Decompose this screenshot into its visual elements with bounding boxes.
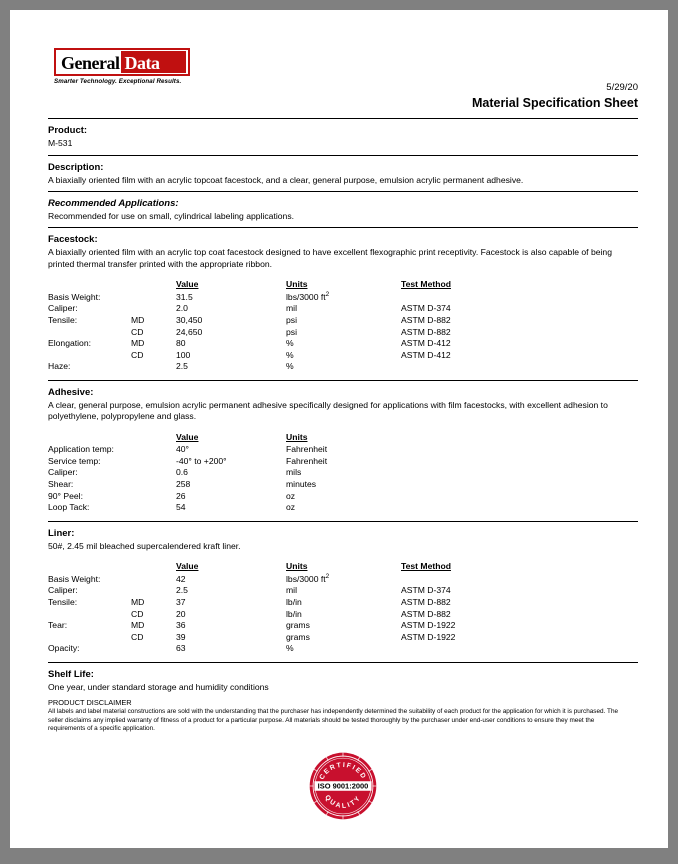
cell-value: 80 xyxy=(176,338,186,349)
logo-tagline: Smarter Technology. Exceptional Results. xyxy=(54,78,182,85)
col-test-method: Test Method xyxy=(401,279,451,290)
cell-test-method: ASTM D-882 xyxy=(401,326,451,337)
table-header-row xyxy=(48,432,401,445)
cell-test-method xyxy=(401,643,455,655)
adhesive-table xyxy=(48,432,401,514)
cell-direction: CD xyxy=(131,326,144,337)
col-property xyxy=(48,561,131,574)
cell-value: 39 xyxy=(176,631,186,642)
liner-table xyxy=(48,561,455,655)
table-header-row xyxy=(48,279,451,292)
cell-direction: MD xyxy=(131,620,145,631)
cell-units: lb/in xyxy=(286,597,302,608)
cell-test-method xyxy=(401,361,451,373)
cell-units: % xyxy=(286,643,294,654)
col-direction xyxy=(131,279,176,292)
col-direction xyxy=(131,561,176,574)
cell-units: lbs/3000 $ft^2$ xyxy=(286,290,330,302)
cell-property: Haze: xyxy=(48,361,71,372)
table-row xyxy=(48,609,455,621)
cell-units: psi xyxy=(286,326,297,337)
cell-value: -40° to +200° xyxy=(176,455,227,466)
cell-test-method: ASTM D-374 xyxy=(401,303,451,314)
cell-units: Fahrenheit xyxy=(286,444,328,455)
cell-test-method: ASTM D-882 xyxy=(401,597,451,608)
cell-test-method: ASTM D-412 xyxy=(401,338,451,349)
cell-direction: MD xyxy=(131,314,145,325)
table-row xyxy=(48,327,451,339)
table-header-row xyxy=(48,561,455,574)
facestock-table-body xyxy=(48,292,451,373)
cell-value: 2.5 xyxy=(176,585,188,596)
cell-property: Elongation: xyxy=(48,338,92,349)
cell-value: 2.5 xyxy=(176,361,188,372)
facestock-text: A biaxially oriented film with an acrylic top coat facestock designed to have excellent flexographic print receptivity. Facestock is also capable of being printed thermal transfer printed with the appropriate ribbon. xyxy=(48,247,612,269)
cell-direction xyxy=(131,467,176,479)
table-row xyxy=(48,456,401,468)
page-title: Material Specification Sheet xyxy=(471,96,638,110)
cell-direction xyxy=(131,361,176,373)
adhesive-label: Adhesive: xyxy=(48,386,94,398)
seal-container xyxy=(48,738,638,826)
recommended-applications-section xyxy=(48,192,638,227)
col-units: Units xyxy=(286,431,308,442)
disclaimer-title: PRODUCT DISCLAIMER xyxy=(48,698,132,708)
cell-property: Loop Tack: xyxy=(48,502,90,513)
logo-box xyxy=(54,48,190,76)
table-row xyxy=(48,643,455,655)
recommended-applications-label: Recommended Applications: xyxy=(48,197,179,209)
table-row xyxy=(48,597,455,609)
table-row xyxy=(48,632,455,644)
cell-property: Caliper: xyxy=(48,585,78,596)
adhesive-text: A clear, general purpose, emulsion acrylic permanent adhesive specifically designed for applications with film facestocks, with excellent adhesion to polyethylene, polypropylene and glass. xyxy=(48,399,608,422)
logo-text-general: General xyxy=(58,51,121,73)
shelf-life-section xyxy=(48,663,638,738)
cell-direction xyxy=(131,585,176,597)
cell-property: Tensile: xyxy=(48,314,78,325)
cell-units: oz xyxy=(286,502,296,513)
cell-property: Tensile: xyxy=(48,597,78,608)
cell-direction: CD xyxy=(131,631,144,642)
cell-property: Tear: xyxy=(48,620,68,631)
document-date: 5/29/20 xyxy=(606,82,638,93)
liner-section xyxy=(48,522,638,662)
cell-property: Application temp: xyxy=(48,444,114,455)
table-row xyxy=(48,620,455,632)
cell-value: 258 xyxy=(176,479,191,490)
table-row xyxy=(48,350,451,362)
cell-units: mil xyxy=(286,585,297,596)
adhesive-table-body xyxy=(48,444,401,514)
table-row xyxy=(48,303,451,315)
cell-test-method: ASTM D-412 xyxy=(401,349,451,360)
cell-direction xyxy=(131,292,176,304)
cell-property xyxy=(48,350,131,362)
cell-units: mils xyxy=(286,467,302,478)
cell-direction xyxy=(131,502,176,514)
cell-test-method xyxy=(401,292,451,304)
cell-direction: MD xyxy=(131,338,145,349)
cell-test-method: ASTM D-374 xyxy=(401,585,451,596)
cell-value: 54 xyxy=(176,502,186,513)
cell-direction xyxy=(131,643,176,655)
table-row xyxy=(48,585,455,597)
cell-property: Basis Weight: xyxy=(48,291,101,302)
cell-value: 31.5 xyxy=(176,291,193,302)
col-value: Value xyxy=(176,279,199,290)
cell-test-method: ASTM D-882 xyxy=(401,314,451,325)
col-value: Value xyxy=(176,561,199,572)
seal-bottom-text: QUALITY xyxy=(323,794,363,811)
iso-seal-icon xyxy=(309,752,377,820)
description-label: Description: xyxy=(48,161,104,173)
spec-sheet xyxy=(48,38,638,818)
cell-units: % xyxy=(286,338,294,349)
cell-value: 30,450 xyxy=(176,314,203,325)
table-row xyxy=(48,338,451,350)
cell-property xyxy=(48,609,131,621)
cell-direction: CD xyxy=(131,608,144,619)
table-row xyxy=(48,292,451,304)
cell-units: Fahrenheit xyxy=(286,455,328,466)
document-header xyxy=(48,38,638,96)
cell-units: mil xyxy=(286,303,297,314)
col-direction xyxy=(131,432,176,445)
product-value: M-531 xyxy=(48,138,73,148)
cell-property: Basis Weight: xyxy=(48,573,101,584)
cell-value: 0.6 xyxy=(176,467,188,478)
cell-property: Caliper: xyxy=(48,303,78,314)
cell-direction: MD xyxy=(131,597,145,608)
cell-value: 36 xyxy=(176,620,186,631)
cell-direction xyxy=(131,491,176,503)
facestock-label: Facestock: xyxy=(48,234,98,246)
facestock-table xyxy=(48,279,451,373)
cell-direction: CD xyxy=(131,349,144,360)
col-units: Units xyxy=(286,279,308,290)
col-property xyxy=(48,432,131,445)
cell-value: 20 xyxy=(176,608,186,619)
liner-label: Liner: xyxy=(48,527,75,539)
seal-top-text: CERTIFIED xyxy=(318,761,368,782)
col-units: Units xyxy=(286,561,308,572)
table-row xyxy=(48,502,401,514)
cell-value: 2.0 xyxy=(176,303,188,314)
cell-value: 26 xyxy=(176,490,186,501)
cell-direction xyxy=(131,456,176,468)
logo-text-data: Data xyxy=(121,51,186,73)
cell-units: % xyxy=(286,349,294,360)
description-text: A biaxially oriented film with an acrylic topcoat facestock, and a clear, general purpose, emulsion acrylic permanent adhesive. xyxy=(48,174,524,185)
liner-table-body xyxy=(48,574,455,655)
document-page xyxy=(10,10,668,848)
cell-direction xyxy=(131,479,176,491)
cell-property xyxy=(48,327,131,339)
description-section xyxy=(48,156,638,191)
shelf-life-label: Shelf Life: xyxy=(48,669,94,680)
cell-direction xyxy=(131,444,176,456)
cell-units: lb/in xyxy=(286,608,302,619)
col-test-method: Test Method xyxy=(401,561,451,572)
recommended-applications-text: Recommended for use on small, cylindrical labeling applications. xyxy=(48,210,295,221)
product-label: Product: xyxy=(48,125,88,136)
cell-units: psi xyxy=(286,314,297,325)
cell-direction xyxy=(131,303,176,315)
cell-units: grams xyxy=(286,620,310,631)
cell-test-method: ASTM D-882 xyxy=(401,608,451,619)
document-title-row xyxy=(48,96,638,119)
cell-property: Service temp: xyxy=(48,455,101,466)
cell-value: 63 xyxy=(176,643,186,654)
col-property xyxy=(48,279,131,292)
adhesive-section xyxy=(48,381,638,521)
cell-property: Caliper: xyxy=(48,467,78,478)
iso-certification-seal xyxy=(309,752,377,820)
facestock-section xyxy=(48,228,638,380)
cell-value: 24,650 xyxy=(176,326,203,337)
shelf-life-text: One year, under standard storage and humidity conditions xyxy=(48,682,269,692)
cell-direction xyxy=(131,574,176,586)
cell-units: oz xyxy=(286,490,296,501)
table-row xyxy=(48,467,401,479)
company-logo xyxy=(54,48,190,85)
col-value: Value xyxy=(176,431,199,442)
cell-test-method: ASTM D-1922 xyxy=(401,631,456,642)
disclaimer-text: All labels and label material constructions are sold with the understanding that the purchaser has independently determined the suitability of each product for the application for which it is purchased. The seller disclaims any implied warranty of fitness of a product for a particular purpose. All materials should be tested thoroughly by the purchaser under end-user conditions to ensure they meet the requirements of a specific application. xyxy=(48,708,619,732)
cell-value: 40° xyxy=(176,444,189,455)
table-row xyxy=(48,361,451,373)
cell-value: 100 xyxy=(176,349,191,360)
cell-property: Shear: xyxy=(48,479,74,490)
table-row xyxy=(48,574,455,586)
table-row xyxy=(48,315,451,327)
cell-property: Opacity: xyxy=(48,643,80,654)
cell-test-method xyxy=(401,574,455,586)
cell-units: grams xyxy=(286,631,310,642)
liner-text: 50#, 2.45 mil bleached supercalendered kraft liner. xyxy=(48,540,241,551)
table-row xyxy=(48,479,401,491)
cell-units: % xyxy=(286,361,294,372)
cell-value: 37 xyxy=(176,597,186,608)
table-row xyxy=(48,444,401,456)
cell-test-method: ASTM D-1922 xyxy=(401,620,456,631)
seal-center-text: ISO 9001:2000 xyxy=(317,781,369,791)
cell-property xyxy=(48,632,131,644)
cell-units: lbs/3000 $ft^2$ xyxy=(286,572,330,584)
cell-units: minutes xyxy=(286,479,317,490)
cell-property: 90° Peel: xyxy=(48,490,83,501)
table-row xyxy=(48,491,401,503)
cell-value: 42 xyxy=(176,573,186,584)
product-section xyxy=(48,119,638,155)
